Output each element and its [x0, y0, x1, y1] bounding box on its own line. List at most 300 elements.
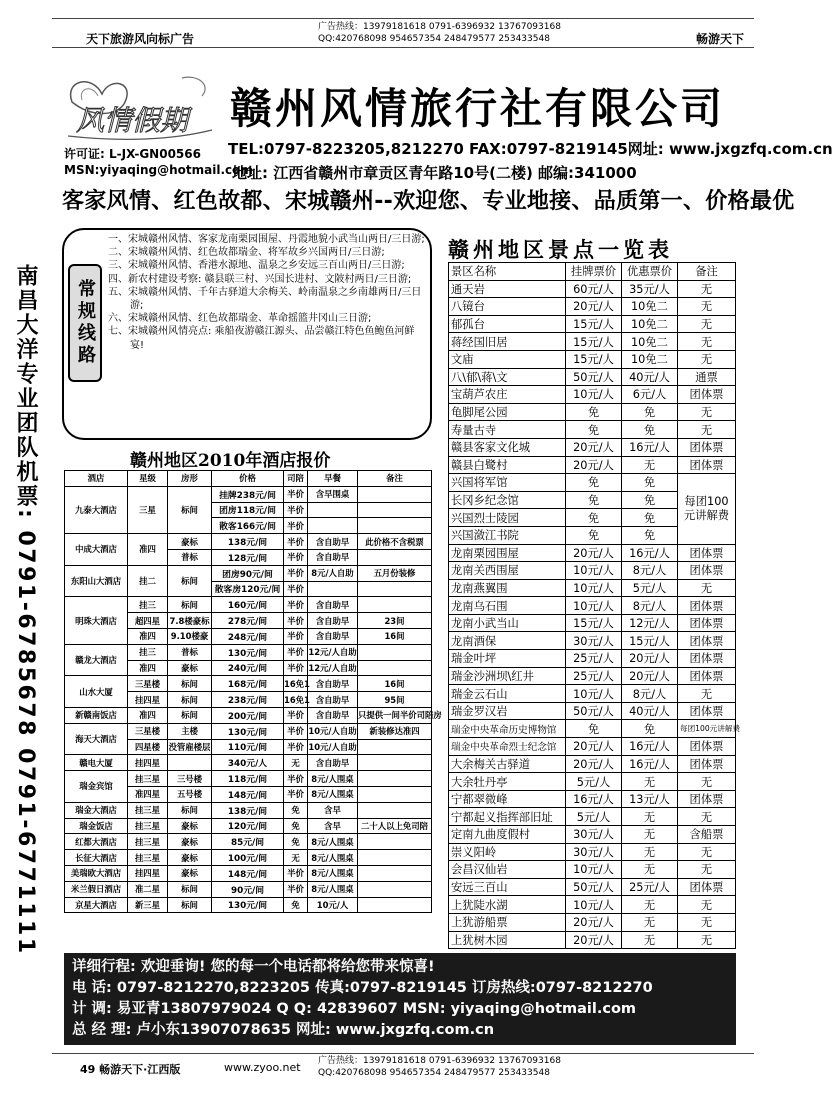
scenic-cell: 10免二 — [622, 350, 678, 368]
hotel-cell: 半价 — [284, 534, 308, 550]
route-item: 七、宋城赣州风情亮点: 乘船夜游赣江源头、品尝赣江特色鱼鲍鱼河鲜宴! — [108, 326, 415, 351]
hotel-row — [65, 644, 432, 660]
hotel-cell: 五号楼 — [168, 786, 212, 802]
scenic-row — [449, 843, 736, 861]
hotel-cell: 含自助早 — [308, 613, 358, 629]
hotel-cell: 248元/间 — [212, 628, 284, 644]
hotel-cell: 8元/人围桌 — [308, 786, 358, 802]
hotel-cell: 8元/人围桌 — [308, 865, 358, 881]
hotel-cell: 23间 — [358, 613, 432, 629]
hotel-cell: 120元/间 — [212, 818, 284, 834]
hotel-cell: 含自助早 — [308, 676, 358, 692]
hotel-cell: 红都大酒店 — [65, 834, 128, 850]
hotel-cell — [358, 739, 432, 755]
scenic-cell: 无 — [678, 315, 736, 333]
scenic-row — [449, 280, 736, 298]
contact-bar — [64, 953, 736, 1045]
hotel-cell: 豪标 — [168, 534, 212, 550]
scenic-cell: 16元/人 — [622, 755, 678, 773]
scenic-row — [449, 896, 736, 914]
scenic-cell: 八\郁\蒋\文 — [449, 368, 566, 386]
hotel-cell: 豪标 — [168, 660, 212, 676]
hotel-cell: 山水大厦 — [65, 676, 128, 708]
scenic-cell: 团体票 — [678, 790, 736, 808]
scenic-cell: 10元/人 — [566, 685, 622, 703]
hotel-cell: 12元/人自助 — [308, 660, 358, 676]
scenic-cell: 无 — [678, 579, 736, 597]
scenic-cell: 无 — [678, 421, 736, 439]
scenic-cell: 含船票 — [678, 826, 736, 844]
hotel-cell: 散客166元/间 — [212, 518, 284, 534]
hotel-cell: 挂三星 — [128, 802, 168, 818]
scenic-cell: 瑞金中央革命历史博物馆 — [449, 720, 566, 738]
tel-fax-web: TEL:0797-8223205,8212270 FAX:0797-8219145网址: www.jxgzfq.com.cn — [228, 140, 833, 158]
hotel-cell: 9.10楼豪 — [168, 628, 212, 644]
scenic-cell: 40元/人 — [622, 702, 678, 720]
scenic-cell: 16元/人 — [566, 790, 622, 808]
scenic-cell: 赣县客家文化城 — [449, 438, 566, 456]
hotel-cell: 东阳山大酒店 — [65, 565, 128, 597]
hotel-cell: 半价 — [284, 771, 308, 787]
hotel-cell: 准四 — [128, 534, 168, 566]
hotel-cell: 二十人以上免司陪 — [358, 818, 432, 834]
hotel-header-cell: 酒店 — [65, 471, 128, 487]
scenic-cell: 40元/人 — [622, 368, 678, 386]
hotel-cell: 新三星 — [128, 897, 168, 913]
hotel-cell: 110元/间 — [212, 739, 284, 755]
hotel-cell: 238元/间 — [212, 692, 284, 708]
scenic-cell: 宝葫芦农庄 — [449, 386, 566, 404]
scenic-cell: 瑞金罗汉岩 — [449, 702, 566, 720]
scenic-cell: 13元/人 — [622, 790, 678, 808]
scenic-cell: 宁都翠微峰 — [449, 790, 566, 808]
scenic-cell: 赣县白鹭村 — [449, 456, 566, 474]
scenic-cell: 大余牡丹亭 — [449, 773, 566, 791]
hotel-cell: 标间 — [168, 676, 212, 692]
scenic-cell: 每团100元讲解费 — [678, 474, 736, 544]
scenic-header-row — [449, 263, 736, 281]
scenic-cell: 龙南乌石围 — [449, 597, 566, 615]
hotel-cell — [358, 581, 432, 597]
hotel-header-cell: 星级 — [128, 471, 168, 487]
hotel-cell: 无 — [284, 755, 308, 771]
hotel-cell: 标间 — [168, 486, 212, 533]
scenic-cell: 无 — [678, 403, 736, 421]
hotel-cell: 16间 — [358, 628, 432, 644]
hotel-cell: 含自助早 — [308, 692, 358, 708]
scenic-cell: 10元/人 — [566, 896, 622, 914]
scenic-cell: 免 — [622, 474, 678, 492]
hotel-cell: 新赣南饭店 — [65, 707, 128, 723]
hotel-cell: 含自助早 — [308, 597, 358, 613]
hotel-cell: 含早围桌 — [308, 486, 358, 502]
scenic-cell: 团体票 — [678, 597, 736, 615]
slogan: 客家风情、红色故都、宋城赣州--欢迎您、专业地接、品质第一、价格最优 — [62, 189, 795, 214]
scenic-cell: 20元/人 — [566, 738, 622, 756]
hotel-cell: 挂三星 — [128, 834, 168, 850]
route-item: 三、宋城赣州风情、香港水源地、温泉之乡安远三百山两日/三日游; — [108, 260, 405, 272]
scenic-cell: 寿量古寺 — [449, 421, 566, 439]
hotel-header-cell: 价格 — [212, 471, 284, 487]
hotel-cell: 半价 — [284, 644, 308, 660]
scenic-cell: 免 — [622, 509, 678, 527]
hotel-cell — [358, 644, 432, 660]
scenic-cell: 60元/人 — [566, 280, 622, 298]
hotel-cell — [358, 518, 432, 534]
scenic-cell: 上犹陡水湖 — [449, 896, 566, 914]
hotel-cell: 8元/人围桌 — [308, 771, 358, 787]
scenic-cell: 15元/人 — [622, 632, 678, 650]
scenic-cell: 蒋经国旧居 — [449, 333, 566, 351]
hotel-header-cell: 备注 — [358, 471, 432, 487]
scenic-cell: 无 — [622, 808, 678, 826]
scenic-cell: 30元/人 — [566, 632, 622, 650]
hotel-cell: 16免1 — [284, 676, 308, 692]
hotel-cell: 118元/间 — [212, 771, 284, 787]
hotel-row — [65, 707, 432, 723]
scenic-cell: 文庙 — [449, 350, 566, 368]
hotel-cell: 挂三 — [128, 597, 168, 613]
scenic-cell: 无 — [678, 280, 736, 298]
hotel-cell — [358, 486, 432, 502]
scenic-row — [449, 826, 736, 844]
hotel-cell — [358, 660, 432, 676]
hotel-cell: 12元/人自助 — [308, 644, 358, 660]
hotel-cell: 五月份装修 — [358, 565, 432, 581]
scenic-cell: 无 — [622, 773, 678, 791]
hotel-cell: 挂二 — [128, 565, 168, 597]
scenic-cell: 无 — [622, 456, 678, 474]
hotel-cell: 挂四星 — [128, 865, 168, 881]
scenic-cell: 大余梅关古驿道 — [449, 755, 566, 773]
scenic-cell: 5元/人 — [622, 579, 678, 597]
scenic-cell: 龙南关西围屋 — [449, 562, 566, 580]
hotel-cell: 标间 — [168, 881, 212, 897]
scenic-cell: 团体票 — [678, 614, 736, 632]
hotel-row — [65, 818, 432, 834]
scenic-row — [449, 650, 736, 668]
scenic-cell: 16元/人 — [622, 438, 678, 456]
hotel-row — [65, 565, 432, 581]
hotel-cell: 挂牌238元/间 — [212, 486, 284, 502]
hotel-cell: 免 — [284, 802, 308, 818]
scenic-cell: 10元/人 — [566, 579, 622, 597]
hotel-cell: 准四 — [128, 628, 168, 644]
hotel-cell: 标间 — [168, 897, 212, 913]
hotel-cell: 半价 — [284, 565, 308, 581]
route-item: 五、宋城赣州风情、千年古驿道大余梅关、岭南温泉之乡南雄两日/三日游; — [108, 286, 422, 312]
scenic-cell: 50元/人 — [566, 702, 622, 720]
top-right-label: 畅游天下 — [695, 32, 744, 46]
scenic-cell: 团体票 — [678, 755, 736, 773]
scenic-header-cell: 优惠票价 — [622, 263, 678, 281]
scenic-cell: 无 — [678, 685, 736, 703]
hotel-table — [64, 470, 442, 913]
hotel-row — [65, 802, 432, 818]
hotel-cell — [358, 802, 432, 818]
scenic-cell: 无 — [622, 826, 678, 844]
logo — [62, 72, 220, 144]
scenic-cell: 龙南燕翼围 — [449, 579, 566, 597]
scenic-cell: 团体票 — [678, 667, 736, 685]
scenic-cell: 免 — [622, 526, 678, 544]
butterfly-logo-icon — [62, 72, 220, 144]
scenic-cell: 通天岩 — [449, 280, 566, 298]
scenic-cell: 免 — [566, 491, 622, 509]
hotel-header-row — [65, 471, 432, 487]
hotel-cell: 豪标 — [168, 818, 212, 834]
hotel-cell: 半价 — [284, 739, 308, 755]
logo-text: 风情假期 — [76, 104, 189, 137]
hotel-cell: 此价格不含税票 — [358, 534, 432, 550]
hotel-row — [65, 534, 432, 550]
hotel-cell — [308, 502, 358, 518]
scenic-cell: 团体票 — [678, 878, 736, 896]
scenic-row — [449, 878, 736, 896]
scenic-cell: 安远三百山 — [449, 878, 566, 896]
scenic-row — [449, 790, 736, 808]
scenic-row — [449, 421, 736, 439]
scenic-row — [449, 808, 736, 826]
scenic-cell: 无 — [622, 843, 678, 861]
scenic-cell: 5元/人 — [566, 773, 622, 791]
scenic-cell: 瑞金中央革命烈士纪念馆 — [449, 738, 566, 756]
scenic-cell: 8元/人 — [622, 562, 678, 580]
hotel-cell — [358, 786, 432, 802]
route-item: 二、宋城赣州风情、红色故都瑞金、将军故乡兴国两日/三日游; — [108, 247, 385, 259]
scenic-cell: 10免二 — [622, 315, 678, 333]
scenic-row — [449, 913, 736, 931]
hotel-cell: 中成大酒店 — [65, 534, 128, 566]
scenic-cell: 会昌汉仙岩 — [449, 861, 566, 879]
hotel-cell: 半价 — [284, 628, 308, 644]
scenic-row — [449, 333, 736, 351]
scenic-cell: 20元/人 — [566, 438, 622, 456]
hotel-cell: 挂三星 — [128, 771, 168, 787]
hotel-cell: 16免1 — [284, 692, 308, 708]
scenic-cell: 30元/人 — [566, 843, 622, 861]
hotel-cell: 团房90元/间 — [212, 565, 284, 581]
scenic-cell: 16元/人 — [622, 738, 678, 756]
scenic-cell: 上犹树木园 — [449, 931, 566, 949]
hotel-cell: 130元/间 — [212, 723, 284, 739]
hotel-cell: 100元/间 — [212, 850, 284, 866]
hotel-cell — [308, 518, 358, 534]
contact-line-manager: 总 经 理: 卢小东13907078635 网址: www.jxgzfq.com.cn — [72, 1022, 495, 1038]
scenic-row — [449, 702, 736, 720]
hotel-cell — [168, 755, 212, 771]
scenic-row — [449, 474, 736, 492]
hotel-cell: 散客房120元/间 — [212, 581, 284, 597]
hotel-cell: 138元/间 — [212, 802, 284, 818]
scenic-cell: 团体票 — [678, 386, 736, 404]
scenic-row — [449, 685, 736, 703]
scenic-cell: 团体票 — [678, 562, 736, 580]
hotel-cell: 含自助早 — [308, 534, 358, 550]
scenic-header-cell: 备注 — [678, 263, 736, 281]
scenic-cell: 龙南酒保 — [449, 632, 566, 650]
scenic-cell: 无 — [678, 350, 736, 368]
scenic-cell: 无 — [678, 913, 736, 931]
scenic-cell: 定南九曲度假村 — [449, 826, 566, 844]
hotel-cell: 只提供一间半价司陪房 — [358, 707, 432, 723]
hotel-cell: 超四星 — [128, 613, 168, 629]
hotel-cell: 半价 — [284, 518, 308, 534]
scenic-cell: 宁都起义指挥部旧址 — [449, 808, 566, 826]
hotel-cell: 半价 — [284, 881, 308, 897]
hotel-cell: 半价 — [284, 786, 308, 802]
scenic-cell: 上犹游船票 — [449, 913, 566, 931]
scenic-row — [449, 632, 736, 650]
hotel-cell: 免 — [284, 818, 308, 834]
top-left-label: 天下旅游风向标广告 — [86, 32, 195, 46]
scenic-cell: 龙南小武当山 — [449, 614, 566, 632]
hotel-cell: 三星楼 — [128, 676, 168, 692]
hotel-cell: 海天大酒店 — [65, 723, 128, 755]
hotel-cell: 168元/间 — [212, 676, 284, 692]
hotel-cell: 340元/人 — [212, 755, 284, 771]
scenic-cell: 兴国烈士陵园 — [449, 509, 566, 527]
hotel-cell — [308, 581, 358, 597]
hotel-cell — [358, 865, 432, 881]
scenic-cell: 6元/人 — [622, 386, 678, 404]
hotel-cell — [358, 850, 432, 866]
ad-line-1: 广告热线：13979181618 0791-6396932 13767093168 — [318, 22, 561, 32]
hotel-cell: 含自助早 — [308, 707, 358, 723]
hotel-cell: 标间 — [168, 692, 212, 708]
hotel-cell: 半价 — [284, 707, 308, 723]
footer-ad — [318, 1055, 561, 1079]
scenic-cell: 免 — [566, 403, 622, 421]
hotel-cell: 含自助早 — [308, 755, 358, 771]
scenic-cell: 兴国潋江书院 — [449, 526, 566, 544]
routes-label: 常规线路 — [68, 264, 102, 382]
scenic-row — [449, 438, 736, 456]
scenic-row — [449, 298, 736, 316]
hotel-row — [65, 834, 432, 850]
hotel-cell: 京星大酒店 — [65, 897, 128, 913]
scenic-cell: 10元/人 — [566, 597, 622, 615]
hotel-cell: 赣电大厦 — [65, 755, 128, 771]
hotel-cell: 挂三星 — [128, 818, 168, 834]
scenic-cell: 郁孤台 — [449, 315, 566, 333]
hotel-cell: 10元/人 — [308, 897, 358, 913]
scenic-cell: 兴国将军馆 — [449, 474, 566, 492]
scenic-cell: 崇义阳岭 — [449, 843, 566, 861]
hotel-cell: 8元/人自助 — [308, 565, 358, 581]
scenic-cell: 团体票 — [678, 738, 736, 756]
hotel-row — [65, 723, 432, 739]
route-item: 六、宋城赣州风情、红色故都瑞金、革命摇篮井冈山三日游; — [108, 313, 372, 325]
scenic-cell: 团体票 — [678, 456, 736, 474]
scenic-cell: 免 — [622, 421, 678, 439]
hotel-cell: 138元/间 — [212, 534, 284, 550]
scenic-cell: 20元/人 — [622, 667, 678, 685]
route-item: 四、新农村建设考察: 赣县联三村、兴国长进村、文陂村两日/三日游; — [108, 273, 412, 285]
hotel-cell: 半价 — [284, 597, 308, 613]
hotel-cell: 团房118元/间 — [212, 502, 284, 518]
scenic-cell: 20元/人 — [622, 650, 678, 668]
scenic-row — [449, 403, 736, 421]
scenic-cell: 20元/人 — [566, 456, 622, 474]
scenic-cell: 八镜台 — [449, 298, 566, 316]
scenic-cell: 免 — [622, 720, 678, 738]
hotel-cell: 8元/人围桌 — [308, 881, 358, 897]
hotel-cell: 无 — [284, 850, 308, 866]
hotel-cell: 新装修达准四 — [358, 723, 432, 739]
hotel-cell: 10元/人自助 — [308, 739, 358, 755]
scenic-cell: 长冈乡纪念馆 — [449, 491, 566, 509]
hotel-cell: 瑞金饭店 — [65, 818, 128, 834]
scenic-row — [449, 931, 736, 949]
hotel-cell: 九泰大酒店 — [65, 486, 128, 533]
contact-line-planner: 计 调: 易亚青13807979024 Q Q: 42839607 MSN: yiyaqing@hotmail.com — [72, 1001, 637, 1017]
hotel-cell: 免 — [284, 897, 308, 913]
scenic-cell: 团体票 — [678, 702, 736, 720]
hotel-title: 赣州地区2010年酒店报价 — [130, 451, 331, 471]
scenic-cell: 龟脚尾公园 — [449, 403, 566, 421]
scenic-header-cell: 景区名称 — [449, 263, 566, 281]
hotel-cell: 三号楼 — [168, 771, 212, 787]
scenic-cell: 30元/人 — [566, 826, 622, 844]
scenic-cell: 20元/人 — [566, 913, 622, 931]
scenic-cell: 免 — [566, 421, 622, 439]
scenic-cell: 瑞金叶坪 — [449, 650, 566, 668]
scenic-row — [449, 368, 736, 386]
scenic-cell: 免 — [566, 526, 622, 544]
scenic-table — [448, 262, 741, 949]
scenic-cell: 无 — [678, 861, 736, 879]
scenic-row — [449, 386, 736, 404]
hotel-row — [65, 676, 432, 692]
hotel-cell: 明珠大酒店 — [65, 597, 128, 644]
hotel-cell — [358, 834, 432, 850]
scenic-cell: 15元/人 — [566, 315, 622, 333]
hotel-cell: 挂三 — [128, 644, 168, 660]
scenic-cell: 团体票 — [678, 438, 736, 456]
page-number: 49 畅游天下·江西版 — [80, 1063, 181, 1076]
scenic-cell: 团体票 — [678, 632, 736, 650]
company-name: 赣州风情旅行社有限公司 — [230, 84, 726, 133]
ad-line-2: QQ:420768098 954657354 248479577 253433548 — [318, 34, 550, 44]
footer-ad-line-1: 广告热线：13979181618 0791-6396932 13767093168 — [318, 1056, 561, 1066]
hotel-row — [65, 771, 432, 787]
hotel-cell: 三星楼 — [128, 723, 168, 739]
scenic-cell: 20元/人 — [566, 298, 622, 316]
scenic-cell: 15元/人 — [566, 350, 622, 368]
hotel-cell: 半价 — [284, 486, 308, 502]
hotel-cell: 16间 — [358, 676, 432, 692]
hotel-cell: 含早 — [308, 818, 358, 834]
hotel-cell — [358, 771, 432, 787]
scenic-row — [449, 597, 736, 615]
hotel-cell: 标间 — [168, 597, 212, 613]
hotel-row — [65, 897, 432, 913]
hotel-cell: 四星楼 — [128, 739, 168, 755]
footer — [52, 1053, 754, 1083]
hotel-cell: 赣龙大酒店 — [65, 644, 128, 676]
scenic-cell: 8元/人 — [622, 597, 678, 615]
hotel-cell: 标间 — [168, 802, 212, 818]
hotel-cell: 130元/间 — [212, 897, 284, 913]
hotel-cell: 130元/间 — [212, 644, 284, 660]
scenic-cell: 免 — [566, 509, 622, 527]
hotel-cell: 128元/间 — [212, 549, 284, 565]
scenic-cell: 10元/人 — [566, 386, 622, 404]
top-bar — [52, 18, 754, 48]
scenic-row — [449, 350, 736, 368]
hotel-cell: 主楼 — [168, 723, 212, 739]
